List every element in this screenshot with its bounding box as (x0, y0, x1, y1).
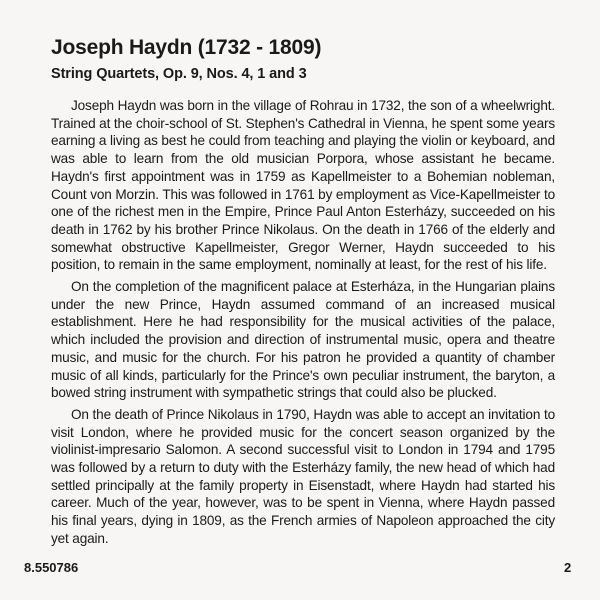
paragraph-3: On the death of Prince Nikolaus in 1790, Haydn was able to accept an invitation to visit London, where he provided music for the concert season organized by the violinist-impresario Salomon. A second successful visit to London in 1794 and 1795 was followed by a return to duty with the Esterházy family, the new head of which had settled principally at the family property in Eisenstadt, where Haydn had started his career. Much of the year, however, was to be spent in Vienna, where Haydn passed his final years, dying in 1809, as the French armies of Napoleon approached the city yet again. (51, 406, 555, 546)
body-text (51, 97, 555, 552)
paragraph-2: On the completion of the magnificent palace at Esterháza, in the Hungarian plains under the new Prince, Haydn assumed command of an increased musical establishment. Here he had responsibility for the musical activities of the palace, which included the provision and direction of instrumental music, opera and theatre music, and music for the church. For his patron he provided a quantity of chamber music of all kinds, particularly for the Prince's own peculiar instrument, the baryton, a bowed string instrument with sympathetic strings that could also be plucked. (51, 279, 555, 401)
paragraph-1: Joseph Haydn was born in the village of Rohrau in 1732, the son of a wheelwright. Trained at the choir-school of St. Stephen's Cathedral in Vienna, he spent some years earning a living as best he could from teaching and playing the violin or keyboard, and was able to learn from the old musician Porpora, whose assistant he became. Haydn's first appointment was in 1759 as Kapellmeister to a Bohemian nobleman, Count von Morzin. This was followed in 1761 by employment as Vice-Kapellmeister to one of the richest men in the Empire, Prince Paul Anton Esterházy, succeeded on his death in 1762 by his brother Prince Nikolaus. On the death in 1766 of the elderly and somewhat obstructive Kapellmeister, Gregor Werner, Haydn succeeded to his position, to remain in the same employment, nominally at least, for the rest of his life. (51, 98, 555, 273)
page-number: 2 (564, 560, 572, 575)
page-title: Joseph Haydn (1732 - 1809) (51, 36, 322, 59)
page-subtitle: String Quartets, Op. 9, Nos. 4, 1 and 3 (51, 66, 307, 82)
catalog-number: 8.550786 (24, 560, 79, 575)
